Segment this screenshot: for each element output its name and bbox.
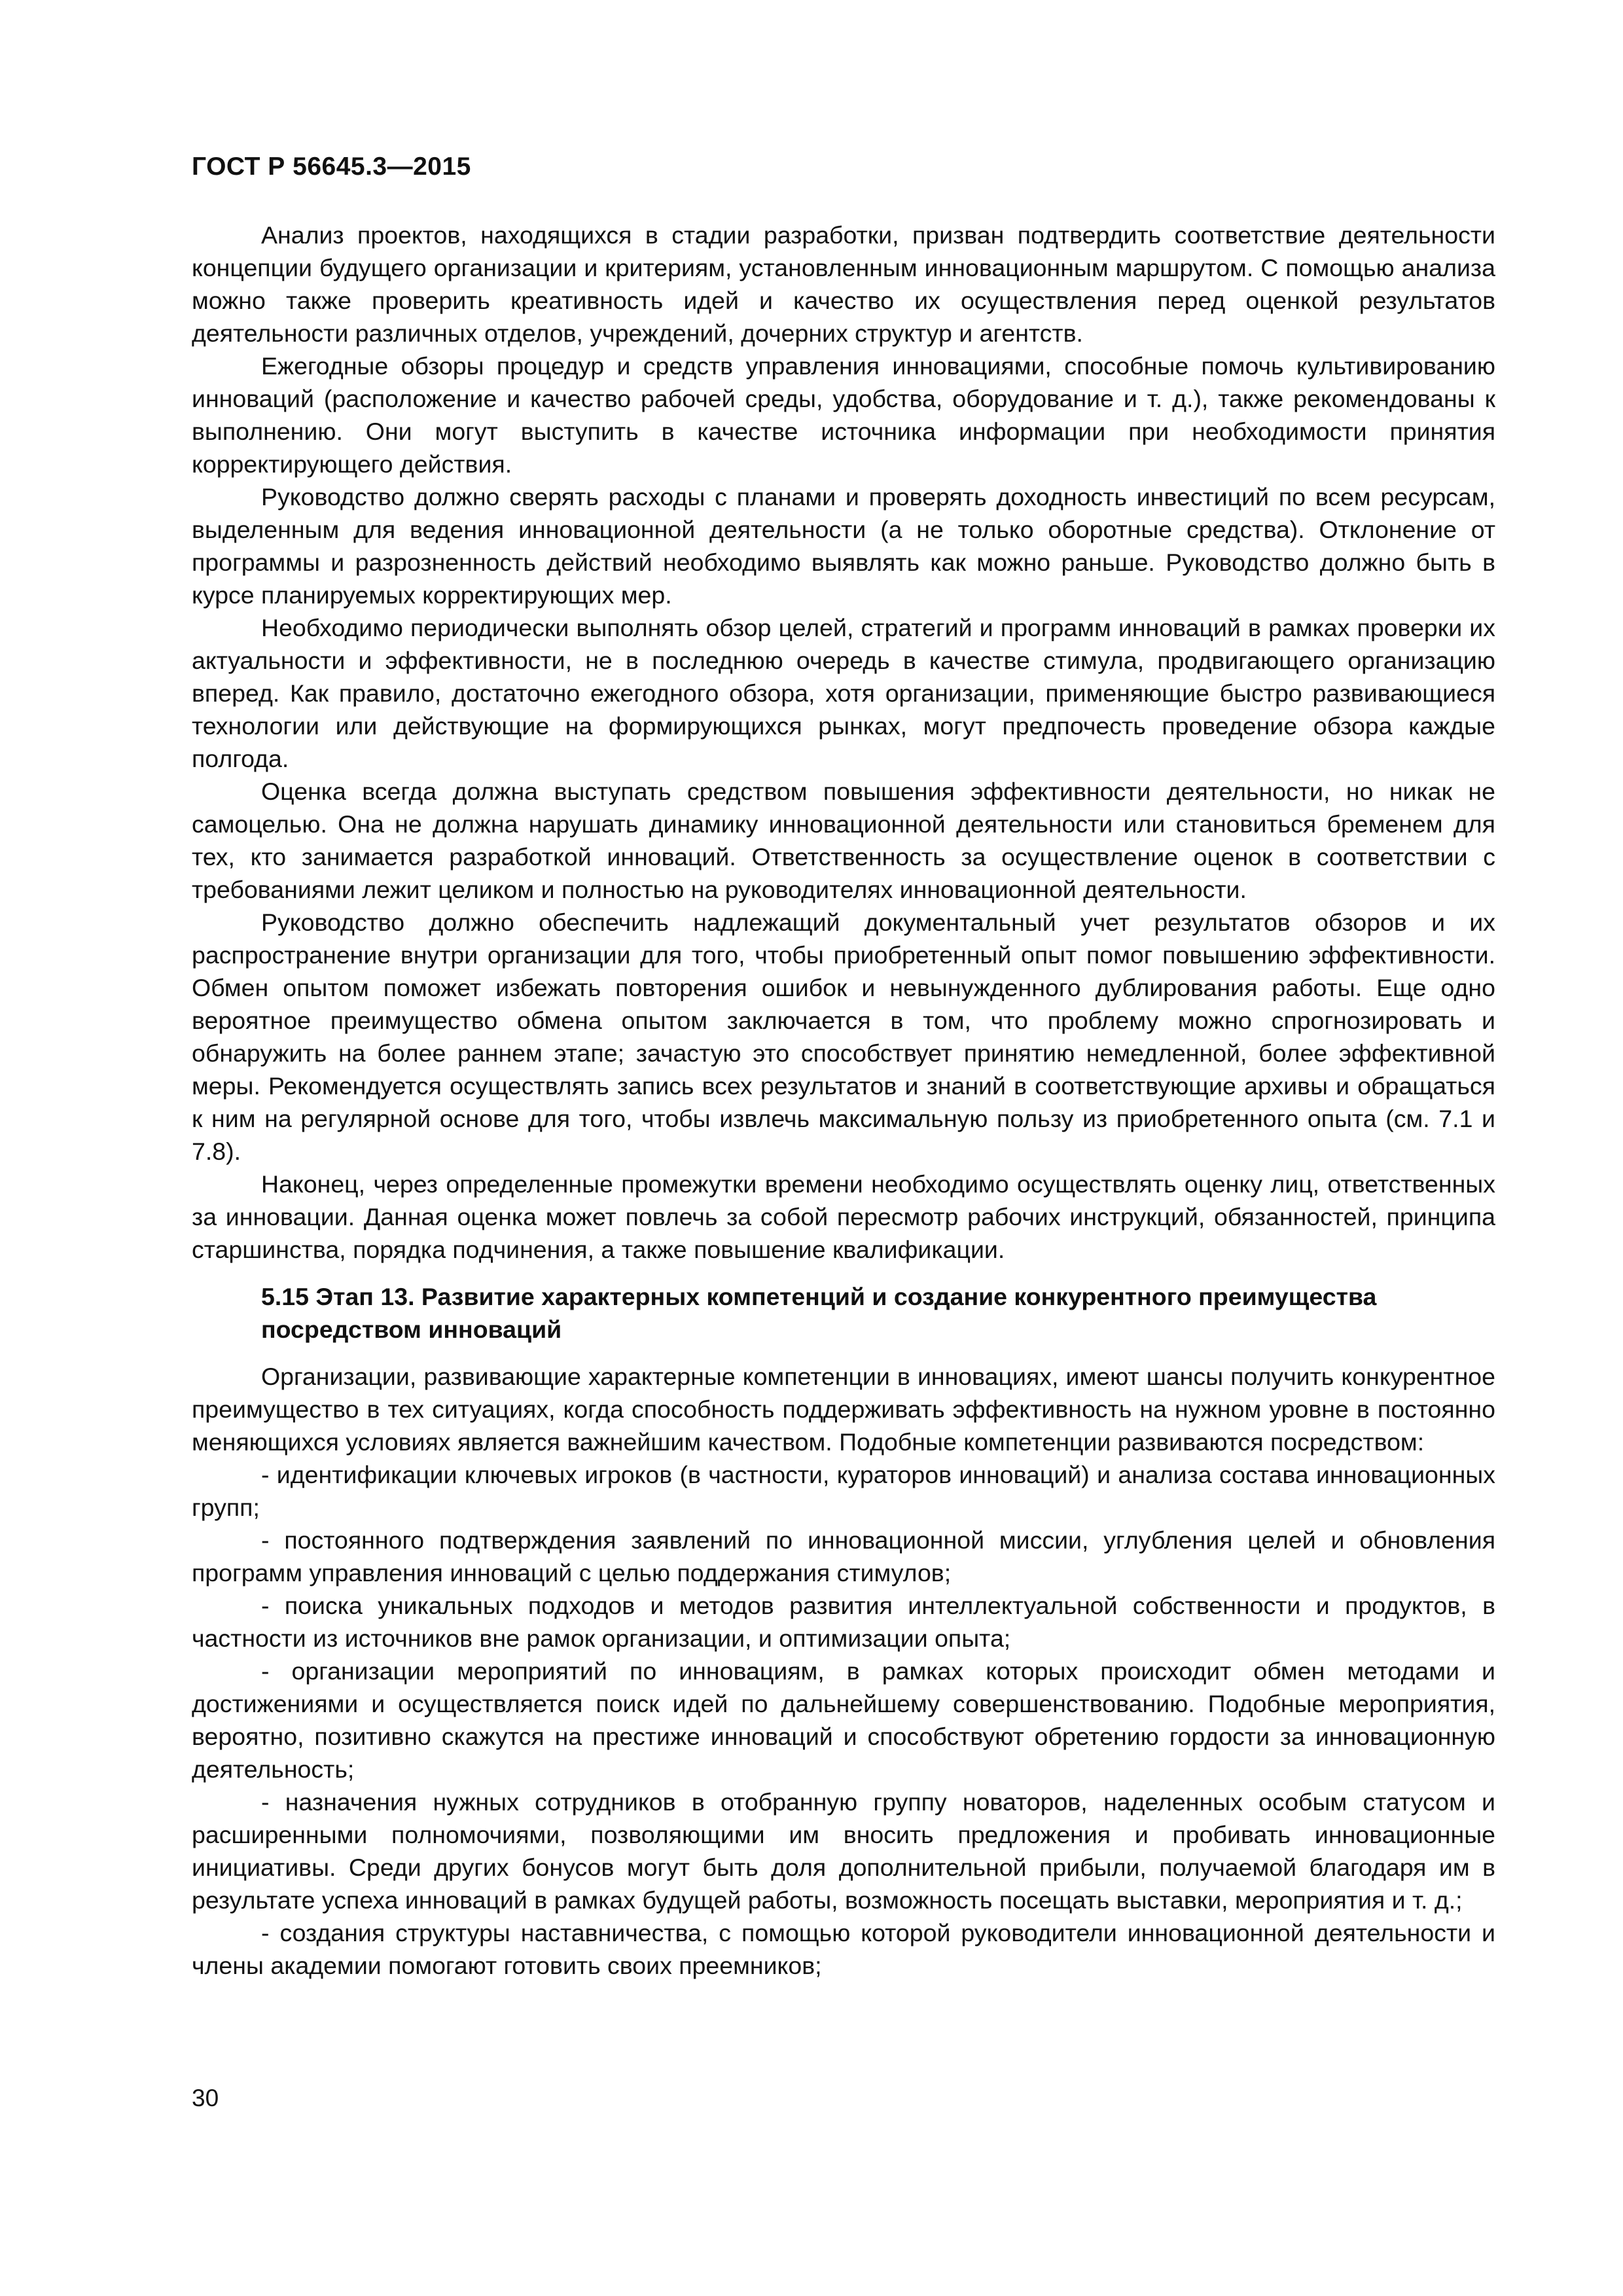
paragraph: Руководство должно сверять расходы с планами и проверять доходность инвестиций по всем ресурсам, выделенным для ведения инновационной деятельности (а не только оборотные средства). Отклонение от программы и разрозненность действий необходимо выявлять как можно раньше. Руководство должно быть в курсе планируемых корректирующих мер.	[192, 483, 1495, 609]
paragraph: Анализ проектов, находящихся в стадии разработки, призван подтвердить соответствие деятельности концепции будущего организации и критериям, установленным инновационным маршрутом. С помощью анализа можно также проверить креативность идей и качество их осуществления перед оценкой результатов деятельности различных отделов, учреждений, дочерних структур и агентств.	[192, 221, 1495, 347]
page-number: 30	[192, 2085, 219, 2111]
paragraph: Оценка всегда должна выступать средством повышения эффективности деятельности, но никак не самоцелью. Она не должна нарушать динамику инновационной деятельности или становиться бременем для тех, кто занимается разработкой инноваций. Ответственность за осуществление оценок в соответствии с требованиями лежит целиком и полностью на руководителях инновационной деятельности.	[192, 778, 1495, 903]
section-heading: 5.15 Этап 13. Развитие характерных компетенций и создание конкурентного преимущества посредством инноваций	[261, 1283, 1377, 1343]
list-item: - постоянного подтверждения заявлений по инновационной миссии, углубления целей и обновления программ управления инноваций с целью поддержания стимулов;	[192, 1526, 1495, 1587]
list-item: - назначения нужных сотрудников в отобранную группу новаторов, наделенных особым статусом и расширенными полномочиями, позволяющими им вносить предложения и пробивать инновационные инициативы. Среди других бонусов могут быть доля дополнительной прибыли, получаемой благодаря им в результате успеха инноваций в рамках будущей работы, возможность посещать выставки, мероприятия и т. д.;	[192, 1788, 1495, 1914]
paragraph: Руководство должно обеспечить надлежащий документальный учет результатов обзоров и их распространение внутри организации для того, чтобы приобретенный опыт помог повышению эффективности. Обмен опытом поможет избежать повторения ошибок и невынужденного дублирования работы. Еще одно вероятное преимущество обмена опытом заключается в том, что проблему можно спрогнозировать и обнаружить на более раннем этапе; зачастую это способствует принятию немедленной, более эффективной меры. Рекомендуется осуществлять запись всех результатов и знаний в соответствующие архивы и обращаться к ним на регулярной основе для того, чтобы извлечь максимальную пользу из приобретенного опыта (см. 7.1 и 7.8).	[192, 908, 1495, 1165]
standard-id-header: ГОСТ Р 56645.3—2015	[192, 152, 471, 181]
list-item: - поиска уникальных подходов и методов развития интеллектуальной собственности и продуктов, в частности из источников вне рамок организации, и оптимизации опыта;	[192, 1592, 1495, 1652]
paragraph: Наконец, через определенные промежутки времени необходимо осуществлять оценку лиц, ответственных за инновации. Данная оценка может повлечь за собой пересмотр рабочих инструкций, обязанностей, принципа старшинства, порядка подчинения, а также повышение квалификации.	[192, 1170, 1495, 1263]
list-item: - создания структуры наставничества, с помощью которой руководители инновационной деятельности и члены академии помогают готовить своих преемников;	[192, 1919, 1495, 1979]
section-intro: Организации, развивающие характерные компетенции в инновациях, имеют шансы получить конкурентное преимущество в тех ситуациях, когда способность поддерживать эффективность на нужном уровне в постоянно меняющихся условиях является важнейшим качеством. Подобные компетенции развиваются посредством:	[192, 1363, 1495, 1456]
list-item: - идентификации ключевых игроков (в частности, кураторов инноваций) и анализа состава инновационных групп;	[192, 1461, 1495, 1521]
paragraph: Ежегодные обзоры процедур и средств управления инновациями, способные помочь культивированию инноваций (расположение и качество рабочей среды, удобства, оборудование и т. д.), также рекомендованы к выполнению. Они могут выступить в качестве источника информации при необходимости принятия корректирующего действия.	[192, 352, 1495, 478]
paragraph: Необходимо периодически выполнять обзор целей, стратегий и программ инноваций в рамках проверки их актуальности и эффективности, не в последнюю очередь в качестве стимула, продвигающего организацию вперед. Как правило, достаточно ежегодного обзора, хотя организации, применяющие быстро развивающиеся технологии или действующие на формирующихся рынках, могут предпочесть проведение обзора каждые полгода.	[192, 614, 1495, 772]
document-body	[192, 219, 1495, 1982]
list-item: - организации мероприятий по инновациям, в рамках которых происходит обмен методами и достижениями и осуществляется поиск идей по дальнейшему совершенствованию. Подобные мероприятия, вероятно, позитивно скажутся на престиже инноваций и способствуют обретению гордости за инновационную деятельность;	[192, 1657, 1495, 1783]
